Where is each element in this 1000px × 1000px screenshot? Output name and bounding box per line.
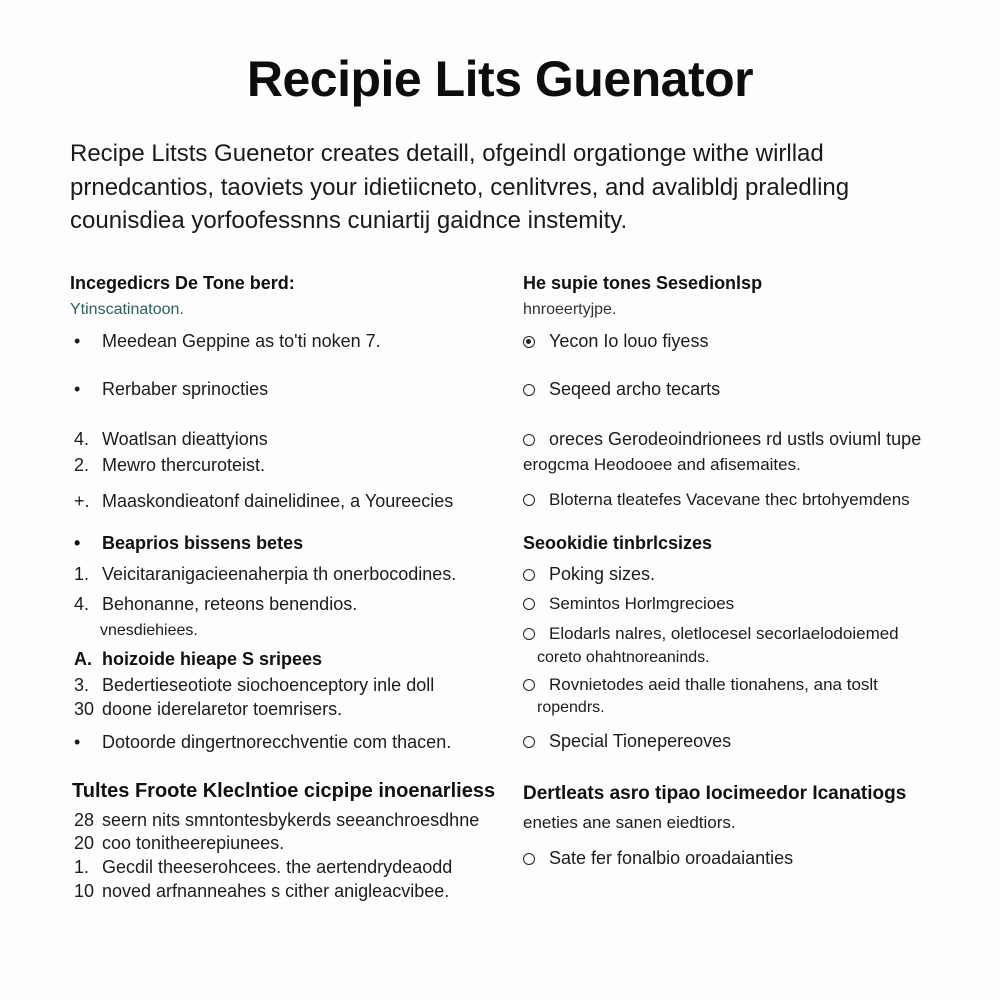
intro-line: Recipe Litsts Guenetor creates detaill, ofgeindl orgationge withe wirllad: [70, 140, 824, 167]
bullet-marker: •: [74, 379, 81, 399]
radio-label: Rovnietodes aeid thalle tionahens, ana toslt: [549, 675, 878, 694]
radio-option[interactable]: [523, 430, 921, 448]
list-item-text: coo tonitheerepiunees.: [102, 833, 285, 853]
bullet-marker: •: [74, 732, 81, 752]
list-item-text: Meedean Geppine as to'ti noken 7.: [102, 331, 381, 351]
number-marker: 2.: [74, 455, 90, 475]
bullet-marker: •: [74, 533, 81, 553]
radio-option[interactable]: [523, 595, 734, 612]
number-marker: 4.: [74, 429, 90, 449]
radio-label: Yecon Io louo fiyess: [549, 331, 709, 351]
radio-option[interactable]: [523, 849, 793, 867]
section-heading-text: Beaprios bissens betes: [102, 533, 304, 553]
number-marker: 28: [74, 810, 95, 830]
radio-selected-icon[interactable]: [523, 336, 535, 348]
ingredients-heading: Incegedicrs De Tone berd:: [70, 273, 295, 293]
list-item-text: doone iderelaretor toemrisers.: [102, 699, 343, 719]
section-heading: Seookidie tinbrlcsizes: [523, 533, 713, 553]
list-item: [74, 332, 381, 350]
list-item-text: Veicitaranigacieenaherpia th onerbocodines.: [102, 564, 457, 584]
radio-option[interactable]: [523, 565, 655, 583]
page-title: Recipie Lits Guenator: [246, 51, 754, 107]
section-heading: [74, 650, 322, 668]
number-marker: 20: [74, 833, 95, 853]
number-marker: 30: [74, 699, 95, 719]
radio-label: Sate fer fonalbio oroadaianties: [549, 848, 794, 868]
list-item-text: Behonanne, reteons benendios.: [102, 594, 358, 614]
radio-label: Poking sizes.: [549, 564, 656, 584]
number-marker: 1.: [74, 857, 90, 877]
number-marker: A.: [74, 649, 92, 669]
list-item: [74, 430, 268, 448]
radio-icon[interactable]: [523, 384, 535, 396]
radio-option[interactable]: [523, 732, 731, 750]
list-item-text: Gecdil theeserohcees. the aertendrydeaodd: [102, 857, 453, 877]
number-marker: +.: [74, 491, 90, 511]
radio-option[interactable]: [523, 625, 899, 642]
list-item-text: Rerbaber sprinocties: [102, 379, 269, 399]
radio-label-continuation: coreto ohahtnoreaninds.: [537, 649, 710, 666]
radio-icon[interactable]: [523, 628, 535, 640]
list-item-text: Bedertieseotiote siochoenceptory inle doll: [102, 675, 435, 695]
radio-label: Seqeed archo tecarts: [549, 379, 721, 399]
section-heading: Dertleats asro tipao Iocimeedor Icanatiogs: [523, 783, 907, 804]
list-item: [74, 456, 265, 474]
radio-label: Elodarls nalres, oletlocesel secorlaelodoiemed: [549, 624, 899, 643]
radio-option[interactable]: [523, 676, 878, 693]
radio-icon[interactable]: [523, 679, 535, 691]
section-heading: Tultes Froote Kleclntioe cicpipe inoenarliess: [72, 780, 496, 802]
number-marker: 1.: [74, 564, 90, 584]
list-item-text: Woatlsan dieattyions: [102, 429, 268, 449]
radio-label: Bloterna tleatefes Vacevane thec brtohyemdens: [549, 490, 910, 509]
list-item-text: Maaskondieatonf dainelidinee, a Youreecies: [102, 491, 454, 511]
list-item-text: noved arfnanneahes s cither anigleacvibee.: [102, 881, 450, 901]
radio-icon[interactable]: [523, 598, 535, 610]
number-marker: 4.: [74, 594, 90, 614]
list-item: [74, 676, 434, 694]
intro-line: counisdiea yorfoofessnns cuniartij gaidnce instemity.: [70, 207, 628, 234]
radio-label: oreces Gerodeoindrionees rd ustls oviuml tupe: [549, 429, 922, 449]
number-marker: 10: [74, 881, 95, 901]
list-item-text: Mewro thercuroteist.: [102, 455, 266, 475]
radio-option[interactable]: [523, 332, 708, 350]
section-heading: [74, 534, 303, 552]
radio-icon[interactable]: [523, 494, 535, 506]
radio-icon[interactable]: [523, 736, 535, 748]
section-heading-text: hoizoide hieape S sripees: [102, 649, 323, 669]
list-item-text: seern nits smntontesbykerds seeanchroesdhne: [102, 810, 480, 830]
ingredients-subtitle: Ytinscatinatoon.: [70, 301, 184, 318]
list-item: [74, 733, 451, 751]
list-item: [74, 882, 449, 900]
radio-label: Semintos Horlmgrecioes: [549, 594, 735, 613]
radio-icon[interactable]: [523, 434, 535, 446]
section-subtitle: hnroeertyjpe.: [523, 301, 617, 318]
intro-line: prnedcantios, taoviets your idietiicneto, cenlitvres, and avalibldj praledling: [70, 174, 850, 201]
radio-label-continuation: erogcma Heodooee and afisemaites.: [523, 455, 801, 474]
list-item: [74, 811, 479, 829]
radio-label: Special Tionepereoves: [549, 731, 732, 751]
list-item: [74, 595, 357, 613]
bullet-marker: •: [74, 331, 81, 351]
list-item: [74, 834, 284, 852]
list-item-text: Dotoorde dingertnorecchventie com thacen.: [102, 732, 452, 752]
list-item: [74, 492, 453, 510]
list-item-continuation: vnesdiehiees.: [100, 622, 198, 639]
list-item: [74, 565, 456, 583]
radio-icon[interactable]: [523, 853, 535, 865]
radio-label-continuation: ropendrs.: [537, 699, 605, 716]
radio-icon[interactable]: [523, 569, 535, 581]
section-heading: He supie tones Sesedionlsp: [523, 273, 763, 293]
list-item: [74, 858, 452, 876]
radio-option[interactable]: [523, 380, 720, 398]
section-subtitle: eneties ane sanen eiedtiors.: [523, 813, 736, 832]
radio-option[interactable]: [523, 491, 910, 508]
list-item: [74, 700, 342, 718]
list-item: [74, 380, 268, 398]
number-marker: 3.: [74, 675, 90, 695]
